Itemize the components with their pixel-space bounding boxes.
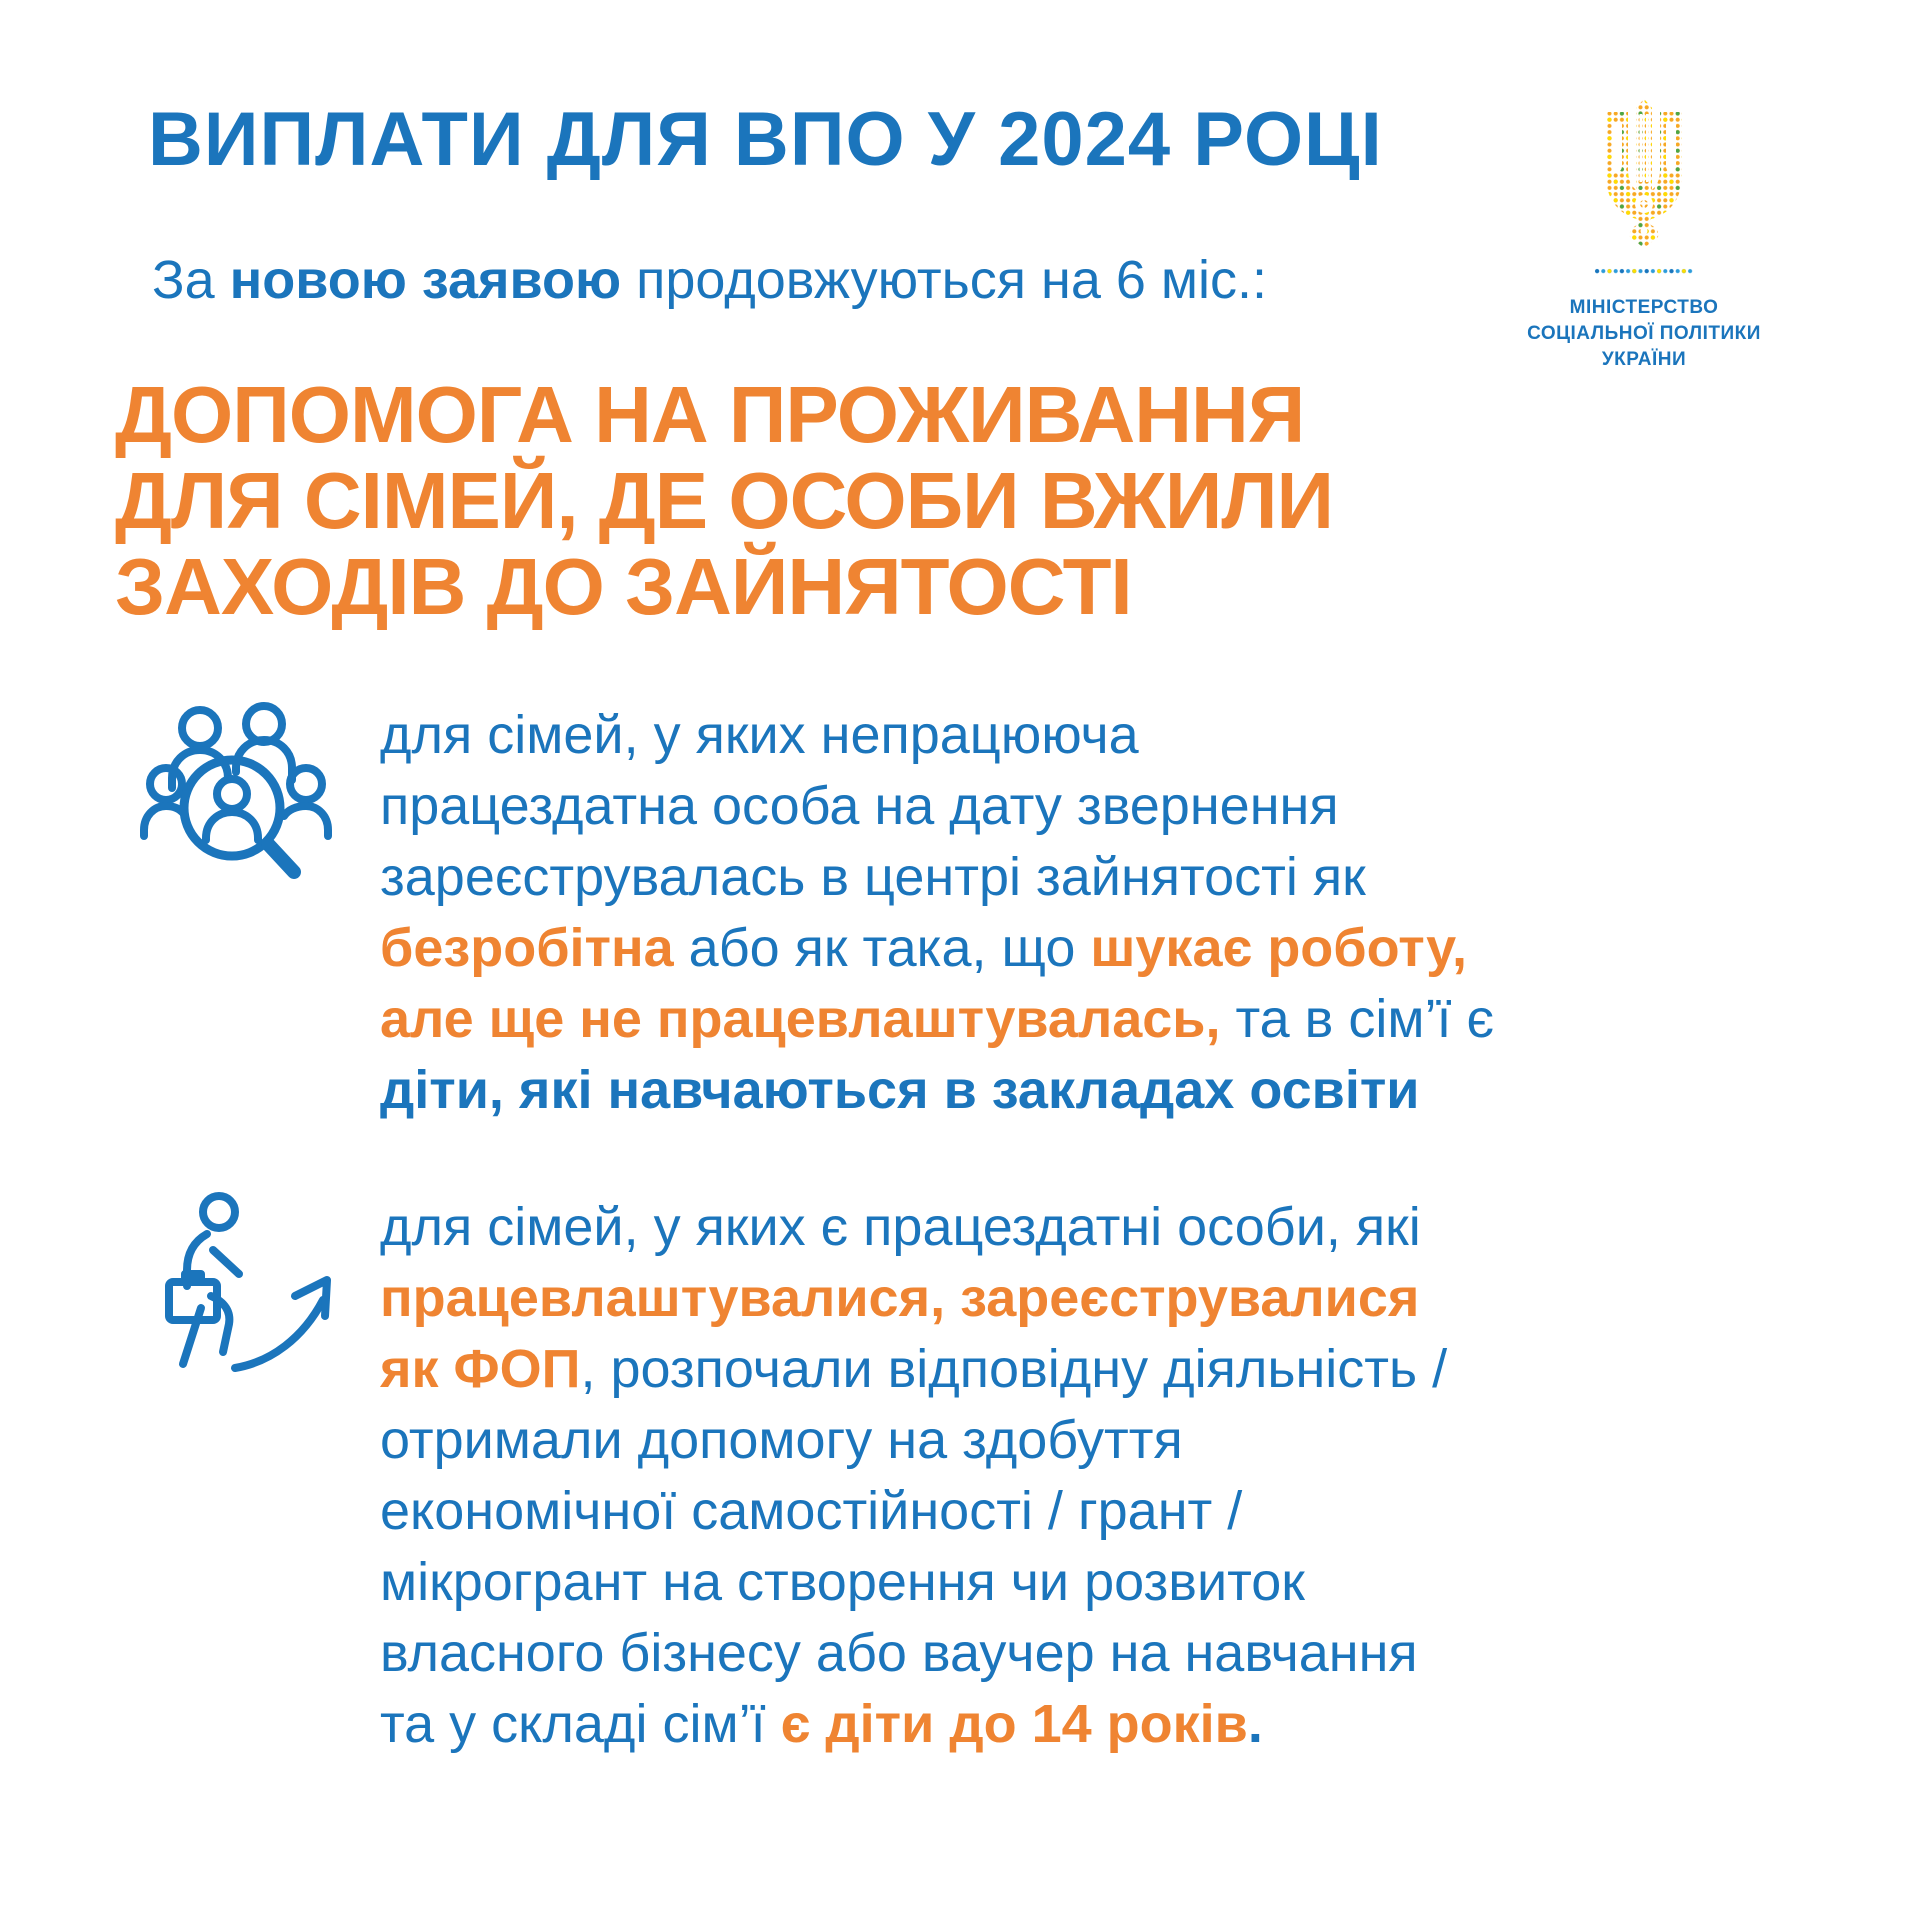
people-search-icon xyxy=(140,700,360,890)
section-icon-column xyxy=(130,1192,370,1392)
person-career-growth-icon xyxy=(155,1192,345,1392)
dotted-divider-icon xyxy=(1594,268,1694,275)
text-segment: . xyxy=(1247,1694,1263,1754)
trident-icon xyxy=(1594,98,1694,254)
text-segment: ДОПОМОГА НА ПРОЖИВАННЯ xyxy=(115,370,1305,459)
text-line xyxy=(380,1263,1447,1334)
ministry-name-line: СОЦІАЛЬНОЇ ПОЛІТИКИ xyxy=(1527,323,1761,344)
main-heading xyxy=(115,372,1333,630)
text-segment: як ФОП xyxy=(380,1339,581,1399)
text-line xyxy=(115,458,1333,544)
ministry-name-line: МІНІСТЕРСТВО xyxy=(1569,297,1719,318)
text-line xyxy=(380,1618,1447,1689)
section-icon-column xyxy=(130,700,370,890)
trident-shape xyxy=(1606,99,1682,248)
section-text xyxy=(380,700,1494,1126)
text-line xyxy=(380,1055,1494,1126)
text-segment: та у складі сім’ї xyxy=(380,1694,781,1754)
text-segment: або як така, що xyxy=(673,918,1091,978)
text-segment: продовжуються на 6 міс.: xyxy=(621,250,1268,310)
text-segment: та в сім’ї є xyxy=(1220,989,1495,1049)
text-line xyxy=(380,700,1494,771)
text-segment: ДЛЯ СІМЕЙ, ДЕ ОСОБИ ВЖИЛИ xyxy=(115,456,1334,545)
text-segment: для сімей, у яких непрацююча xyxy=(380,705,1139,765)
text-line xyxy=(152,244,1267,316)
text-segment: є діти до 14 років xyxy=(780,1694,1248,1754)
ministry-name-line: УКРАЇНИ xyxy=(1601,349,1687,370)
text-line xyxy=(380,842,1494,913)
ministry-name xyxy=(1514,295,1774,373)
page-title: ВИПЛАТИ ДЛЯ ВПО У 2024 РОЦІ xyxy=(148,97,1383,182)
text-segment: власного бізнесу або ваучер на навчання xyxy=(380,1623,1418,1683)
text-segment: За xyxy=(152,250,230,310)
text-segment: зареєструвалась в центрі зайнятості як xyxy=(380,847,1366,907)
text-line xyxy=(380,913,1494,984)
page-subtitle xyxy=(152,244,1267,316)
text-line xyxy=(380,1547,1447,1618)
text-line xyxy=(380,1192,1447,1263)
text-line xyxy=(380,984,1494,1055)
text-segment: новою заявою xyxy=(229,250,622,310)
text-line xyxy=(380,1405,1447,1476)
text-line xyxy=(380,1689,1447,1760)
text-line xyxy=(380,771,1494,842)
text-line xyxy=(380,1476,1447,1547)
text-line xyxy=(380,1334,1447,1405)
text-segment: діти, які навчаються в закладах освіти xyxy=(380,1060,1420,1120)
text-segment: але ще не працевлаштувалась, xyxy=(380,989,1221,1049)
text-segment: отримали допомогу на здобуття xyxy=(380,1410,1183,1470)
text-segment: , розпочали відповідну діяльність / xyxy=(580,1339,1448,1399)
text-segment: працевлаштувалися, зареєструвалися xyxy=(380,1268,1420,1328)
text-segment: мікрогрант на створення чи розвиток xyxy=(380,1552,1305,1612)
text-segment: працездатна особа на дату звернення xyxy=(380,776,1339,836)
ministry-logo xyxy=(1514,98,1774,373)
text-segment: ЗАХОДІВ ДО ЗАЙНЯТОСТІ xyxy=(115,542,1132,631)
section-unemployed-registered xyxy=(130,700,1494,1126)
text-line xyxy=(115,544,1333,630)
text-segment: шукає роботу, xyxy=(1090,918,1468,978)
text-segment: для сімей, у яких є працездатні особи, які xyxy=(380,1197,1421,1257)
section-employed-fop xyxy=(130,1192,1447,1760)
text-line xyxy=(115,372,1333,458)
text-segment: економічної самостійності / грант / xyxy=(380,1481,1243,1541)
text-segment: безробітна xyxy=(380,918,674,978)
section-text xyxy=(380,1192,1447,1760)
